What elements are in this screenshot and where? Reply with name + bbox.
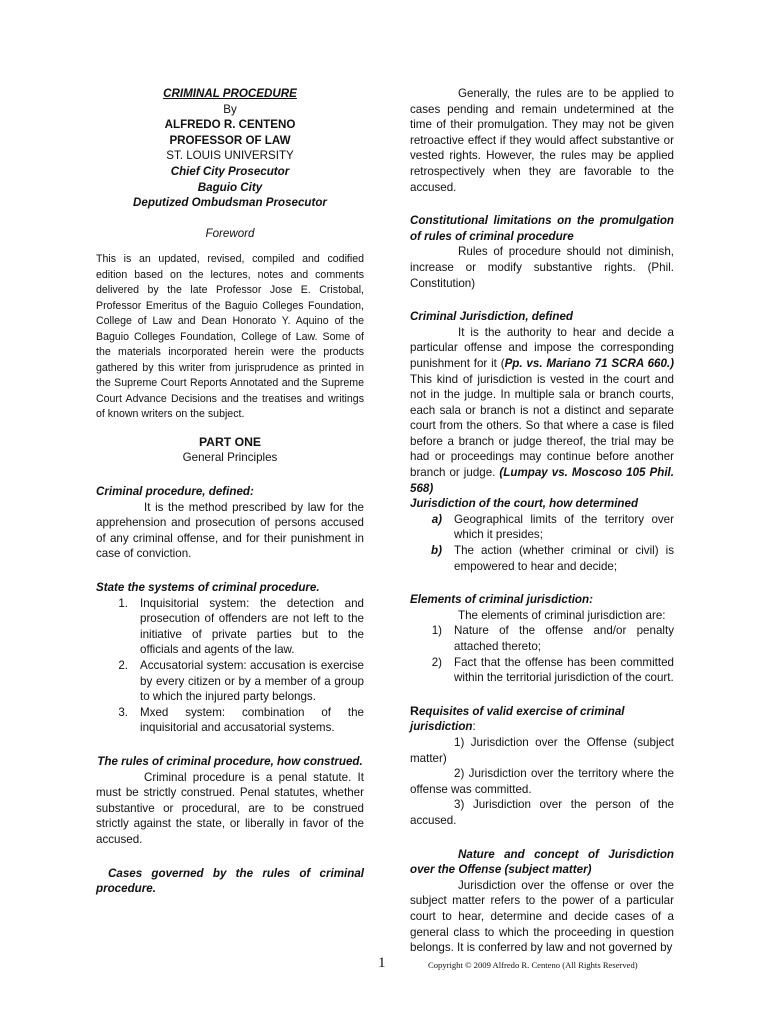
elements-heading: Elements of criminal jurisdiction:	[410, 593, 593, 607]
list-text: The action (whether criminal or civil) is empowered to hear and decide;	[454, 544, 674, 573]
list-text: Inquisitorial system: the detection and prosecution of offenders are not left to the initiative of private parties but to the officials and agents of the law.	[140, 596, 364, 657]
general-text: Generally, the rules are to be applied to cases pending and remain undetermined at the time of their promulgation. They may not be given retroactive effect if they would affect substantive or vested rights. However, the rules may be applied retrospectively when they are favorable to the accused.	[410, 87, 674, 194]
nature-heading: Nature and concept of Jurisdiction over the Offense (subject matter)	[410, 847, 674, 877]
requisites-list	[410, 735, 674, 829]
cases-heading: Cases governed by the rules of criminal procedure.	[96, 866, 364, 896]
list-item	[410, 623, 674, 654]
list-item: 2) Jurisdiction over the territory where the offense was committed.	[410, 767, 674, 796]
part-subheading: General Principles	[182, 451, 278, 465]
foreword-text: This is an updated, revised, compiled and codified edition based on the lectures, notes and comments delivered by the late Professor Jose E. Cristobal, Professor Emeritus of the Baguio Colleges Foundation, College of Law and Dean Honorato Y. Aquino of the Baguio Colleges Foundation, College of Law. Some of the materials incorporated herein were the products gathered by this writer from jurisprudence as printed in the Supreme Court Reports Annotated and the Supreme Court Advance Decisions and the treatises and writings of known writers on the subject.	[96, 253, 364, 421]
list-text: Geographical limits of the territory over which it presides;	[454, 512, 674, 542]
by-line: By	[223, 102, 237, 116]
title-block	[96, 86, 364, 211]
determined-heading: Jurisdiction of the court, how determined	[410, 497, 639, 511]
right-column	[410, 86, 674, 956]
page-number: 1	[378, 955, 386, 971]
author-role-1: Chief City Prosecutor	[170, 164, 290, 178]
list-text: Fact that the offense has been committed within the territorial jurisdiction of the court.	[454, 655, 674, 685]
construed-heading: The rules of criminal procedure, how construed.	[97, 754, 363, 768]
author-role-2: Deputized Ombudsman Prosecutor	[133, 196, 327, 210]
list-item	[96, 658, 364, 705]
citation: Pp. vs. Mariano 71 SCRA 660.)	[504, 356, 674, 370]
list-number: 3.	[118, 705, 128, 719]
constitutional-heading: Constitutional limitations on the promulgation of rules of criminal procedure	[410, 214, 674, 243]
elements-intro: The elements of criminal jurisdiction are:	[458, 608, 666, 622]
list-number: 1.	[118, 596, 128, 610]
requisites-heading-colon: :	[472, 720, 476, 734]
list-item: 1) Jurisdiction over the Offense (subject matter)	[410, 735, 674, 765]
list-item	[96, 705, 364, 736]
requisites-heading-initial: R	[410, 703, 419, 718]
list-text: Accusatorial system: accusation is exercise by every citizen or by a member of a group to which the injured party belongs.	[140, 658, 364, 704]
jurisdiction-text-part: This kind of jurisdiction is vested in the court and not in the judge. In multiple sala or branch courts, each sala or branch is not a distinct and separate court from the others. So that where a case is filed before a branch or judge thereof, the trial may be had or proceedings may continue before another branch or judge.	[410, 372, 674, 480]
nature-text: Jurisdiction over the offense or over the subject matter refers to the power of a particular court to hear, determine and decide cases of a general class to which the proceeding in question belongs. It is conferred by law and not governed by	[410, 878, 674, 955]
jurisdiction-text	[410, 325, 674, 497]
list-letter: a)	[431, 512, 442, 526]
definition-text: It is the method prescribed by law for the apprehension and prosecution of persons accused of any criminal offense, and for their punishment in case of conviction.	[96, 500, 364, 561]
list-item: 3) Jurisdiction over the person of the accused.	[410, 798, 674, 827]
list-item	[410, 543, 674, 574]
author-name: ALFREDO R. CENTENO	[164, 118, 296, 132]
list-number: 1)	[431, 624, 442, 638]
construed-text: Criminal procedure is a penal statute. It must be strictly construed. Penal statutes, whether substantive or procedural, are to be construed strictly against the state, or liberally in favor of the accused.	[96, 770, 364, 846]
requisites-heading	[410, 704, 674, 735]
citation: (Lumpay vs. Moscoso 105 Phil. 568)	[410, 466, 674, 495]
list-item	[96, 596, 364, 658]
document-title: CRIMINAL PROCEDURE	[163, 87, 297, 100]
list-item	[410, 655, 674, 686]
foreword-heading: Foreword	[205, 226, 255, 240]
systems-list	[96, 596, 364, 736]
jurisdiction-heading: Criminal Jurisdiction, defined	[410, 310, 573, 324]
list-number: 2)	[431, 655, 442, 669]
left-column	[96, 86, 364, 897]
school-name: ST. LOUIS UNIVERSITY	[166, 149, 294, 163]
requisites-heading-text: equisites of valid exercise of criminal jurisdiction	[410, 704, 625, 734]
part-heading: PART ONE	[198, 434, 262, 449]
list-number: 2.	[118, 658, 128, 672]
definition-heading: Criminal procedure, defined:	[96, 485, 254, 499]
elements-list	[410, 623, 674, 685]
city-name: Baguio City	[197, 180, 263, 194]
author-position: PROFESSOR OF LAW	[169, 133, 291, 147]
determined-list	[410, 512, 674, 574]
list-text: Mxed system: combination of the inquisitorial and accusatorial systems.	[140, 705, 364, 735]
list-letter: b)	[431, 544, 442, 558]
systems-heading: State the systems of criminal procedure.	[96, 581, 320, 594]
jurisdiction-text-part: It is the authority to hear and decide a particular offense and impose the corresponding punishment for it (	[410, 325, 674, 370]
copyright-notice: Copyright © 2009 Alfredo R. Centeno (All Rights Reserved)	[428, 960, 638, 970]
constitutional-text: Rules of procedure should not diminish, increase or modify substantive rights. (Phil. Constitution)	[410, 245, 674, 290]
list-item	[410, 512, 674, 543]
list-text: Nature of the offense and/or penalty attached thereto;	[454, 624, 674, 653]
